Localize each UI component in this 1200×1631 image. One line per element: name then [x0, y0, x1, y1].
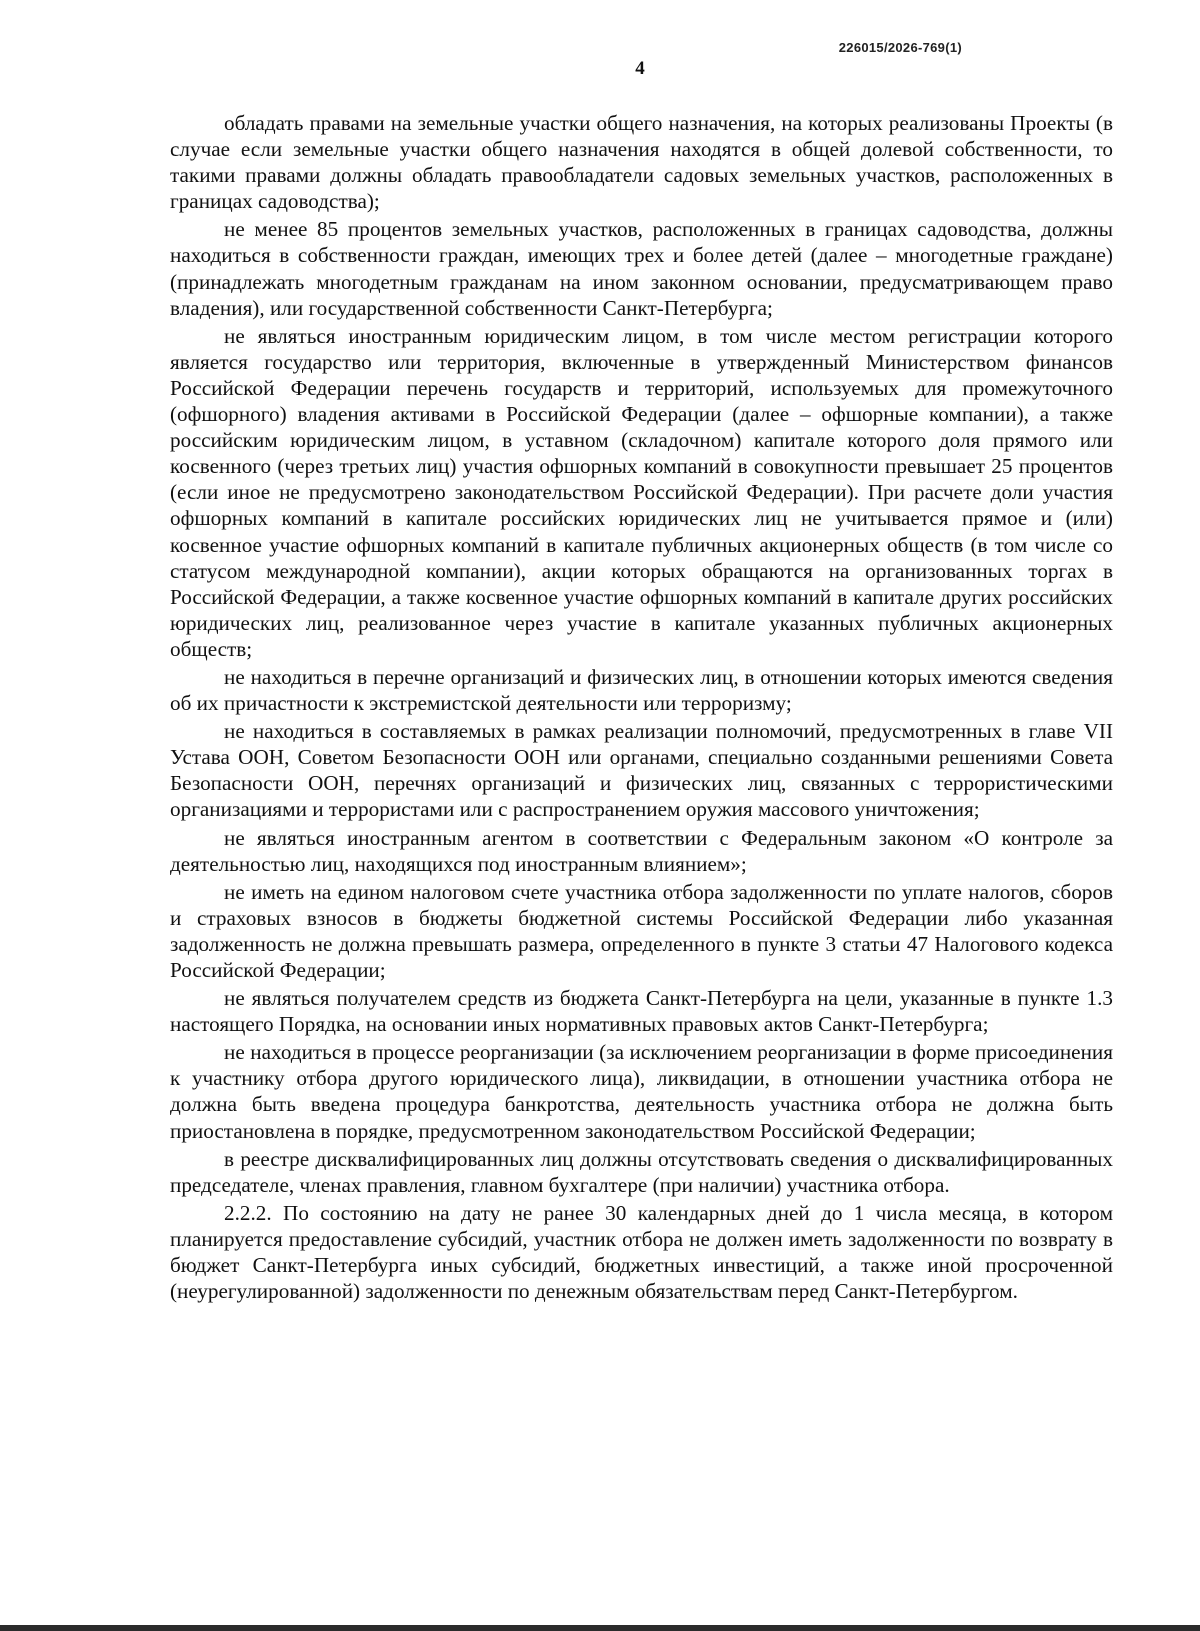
paragraph-budget-recipient: не являться получателем средств из бюджета Санкт-Петербурга на цели, указанные в пункте 1.3 настоящего Порядка, на основании иных нормативных правовых актов Санкт-Петербурга; — [170, 986, 1113, 1037]
paragraph-tax-debt: не иметь на едином налоговом счете участника отбора задолженности по уплате налогов, сборов и страховых взносов в бюджеты бюджетной системы Российской Федерации либо указанная задолженность не должна превышать размера, определенного в пункте 3 статьи 47 Налогового кодекса Российской Федерации; — [170, 879, 1113, 982]
paragraph-extremism-list: не находиться в перечне организаций и физических лиц, в отношении которых имеются сведения об их причастности к экстремистской деятельности или терроризму; — [170, 664, 1113, 716]
paragraph-land-rights: обладать правами на земельные участки общего назначения, на которых реализованы Проекты (в случае если земельные участки общего назначения находятся в общей долевой собственности, то такими правами должны обладать правообладатели садовых земельных участков, расположенных в границах садоводства); — [170, 111, 1113, 214]
paragraph-disqualified-persons: в реестре дисквалифицированных лиц должны отсутствовать сведения о дисквалифицированных председателе, членах правления, главном бухгалтере (при наличии) участника отбора. — [170, 1146, 1113, 1197]
paragraph-foreign-agent: не являться иностранным агентом в соответствии с Федеральным законом «О контроле за деятельностью лиц, находящихся под иностранным влиянием»; — [170, 825, 1113, 876]
paragraph-un-sanctions-list: не находиться в составляемых в рамках реализации полномочий, предусмотренных в главе VII Устава ООН, Советом Безопасности ООН или органами, специально созданными решениями Совета Безопасности ООН, перечнях организаций и физических лиц, связанных с террористическими организациями и террористами или с распространением оружия массового уничтожения; — [170, 719, 1113, 822]
scan-bottom-edge — [0, 1625, 1200, 1631]
document-body — [170, 110, 1113, 1304]
paragraph-reorganization: не находиться в процессе реорганизации (за исключением реорганизации в форме присоединения к участнику отбора другого юридического лица), ликвидации, в отношении участника отбора не должна быть введена процедура банкротства, деятельность участника отбора не должна быть приостановлена в порядке, предусмотренном законодательством Российской Федерации; — [170, 1040, 1113, 1143]
document-registration-number: 226015/2026-769(1) — [838, 40, 962, 55]
page-number: 4 — [635, 58, 645, 79]
paragraph-offshore-companies: не являться иностранным юридическим лицом, в том числе местом регистрации которого является государство или территория, включенные в утвержденный Министерством финансов Российской Федерации перечень государств и территорий, используемых для промежуточного (офшорного) владения активами в Российской Федерации (далее – офшорные компании), а также российским юридическим лицом, в уставном (складочном) капитале которого доля прямого или косвенного (через третьих лиц) участия офшорных компаний в совокупности превышает 25 процентов (если иное не предусмотрено законодательством Российской Федерации). При расчете доли участия офшорных компаний в капитале российских юридических лиц не учитывается прямое и (или) косвенное участие офшорных компаний в капитале публичных акционерных обществ (в том числе со статусом международной компании), акции которых обращаются на организованных торгах в Российской Федерации, а также косвенное участие офшорных компаний в капитале других российских юридических лиц, реализованное через участие в капитале указанных публичных акционерных обществ; — [170, 323, 1113, 661]
paragraph-large-families-ownership: не менее 85 процентов земельных участков, расположенных в границах садоводства, должны находиться в собственности граждан, имеющих трех и более детей (далее – многодетные граждане) (принадлежать многодетным гражданам на ином законном основании, предусматривающем право владения), или государственной собственности Санкт-Петербурга; — [170, 217, 1113, 320]
paragraph-2-2-2-debt-to-spb: 2.2.2. По состоянию на дату не ранее 30 календарных дней до 1 числа месяца, в котором планируется предоставление субсидий, участник отбора не должен иметь задолженности по возврату в бюджет Санкт-Петербурга иных субсидий, бюджетных инвестиций, а также иной просроченной (неурегулированной) задолженности по денежным обязательствам перед Санкт-Петербургом. — [170, 1200, 1113, 1304]
